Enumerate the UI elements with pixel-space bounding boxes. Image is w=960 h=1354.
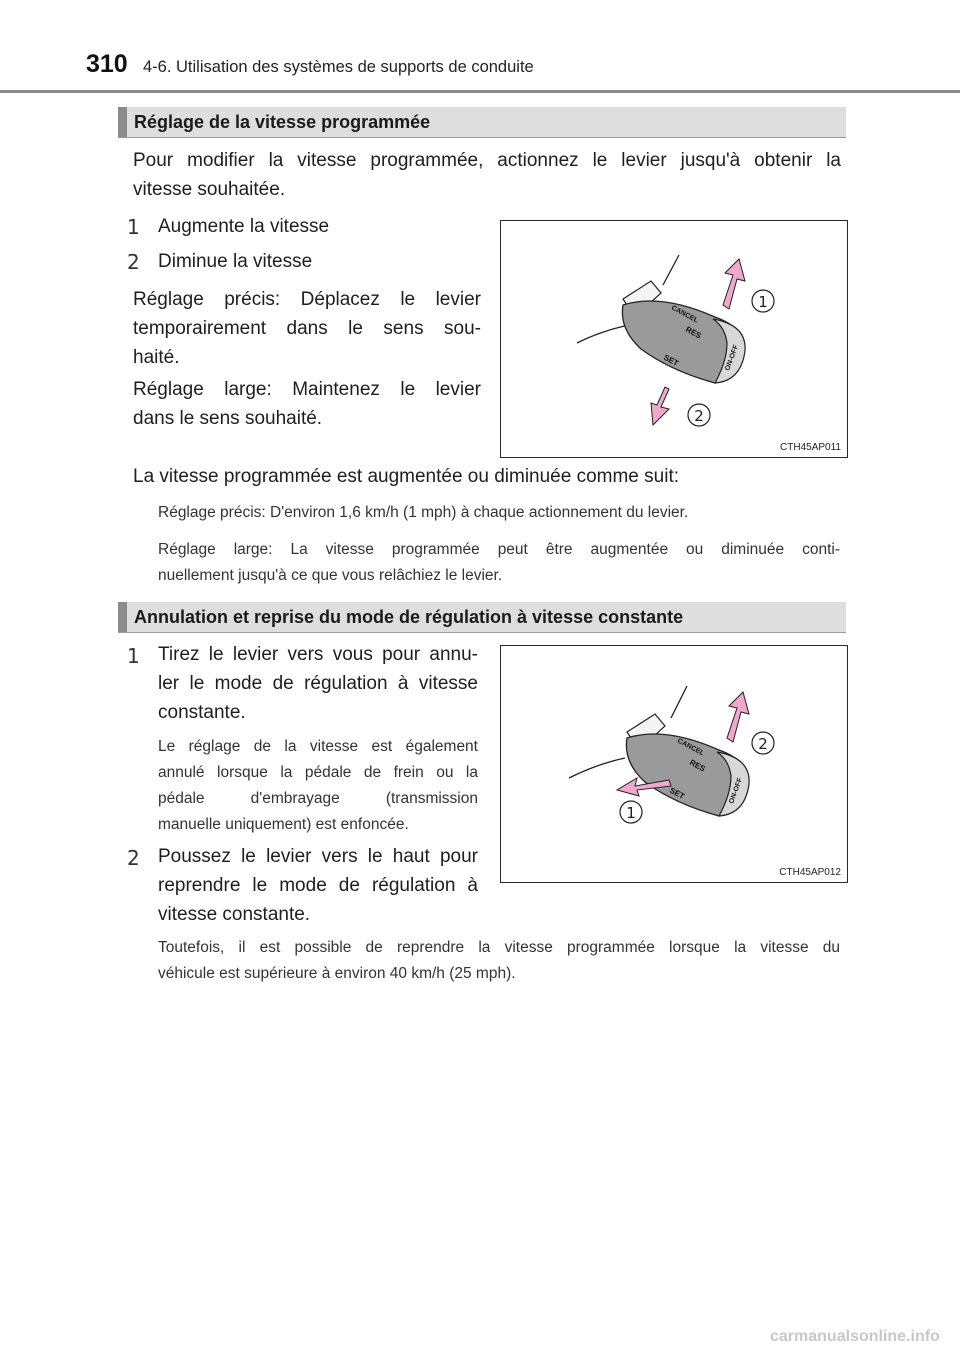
header-divider xyxy=(0,90,960,93)
callout-1: 1 xyxy=(758,293,768,311)
resume-note-line-2: véhicule est supérieure à environ 40 km/h (25 mph). xyxy=(158,965,516,982)
arrow-up-icon xyxy=(727,692,749,742)
cancel-note-line-4: manuelle uniquement) est enfoncée. xyxy=(158,816,409,833)
page-number: 310 xyxy=(86,50,128,78)
note-large-adjust-line-1: Réglage large: La vitesse programmée peut être augmentée ou diminuée conti- xyxy=(158,541,840,558)
cancel-step-line-1: Tirez le levier vers vous pour annu- xyxy=(158,644,478,665)
large-adjust-line-2: dans le sens souhaité. xyxy=(133,408,323,429)
fine-adjust-line-1: Réglage précis: Déplacez le levier xyxy=(133,289,481,310)
lever-res-label: RES xyxy=(688,757,707,774)
lever-illustration xyxy=(501,221,847,457)
step-number-2: 2 xyxy=(127,250,140,274)
intro-line-2: vitesse souhaitée. xyxy=(133,179,286,200)
lever-illustration xyxy=(501,646,847,882)
callout-1: 1 xyxy=(626,804,636,822)
arrow-down-icon xyxy=(651,387,669,425)
resume-step-line-3: vitesse constante. xyxy=(158,904,311,925)
callout-2: 2 xyxy=(758,735,768,753)
resume-step-line-1: Poussez le levier vers le haut pour xyxy=(158,846,478,867)
lever-onoff-label: ON-OFF xyxy=(728,777,745,805)
section-title: Annulation et reprise du mode de régulation à vitesse constante xyxy=(134,607,684,627)
lever-onoff-label: ON-OFF xyxy=(724,344,741,372)
chapter-title: 4-6. Utilisation des systèmes de supports de conduite xyxy=(143,58,534,76)
intro-line-1: Pour modifier la vitesse programmée, actionnez le levier jusqu'à obtenir la xyxy=(133,150,841,171)
fine-adjust-line-2: temporairement dans le sens sou- xyxy=(133,318,481,339)
step-decrease-speed: Diminue la vitesse xyxy=(158,251,313,272)
arrow-up-icon xyxy=(723,259,745,309)
cancel-step-line-2: ler le mode de régulation à vitesse xyxy=(158,673,478,694)
note-large-adjust-line-2: nuellement jusqu'à ce que vous relâchiez le levier. xyxy=(158,567,503,584)
callout-2: 2 xyxy=(694,407,704,425)
section-title: Réglage de la vitesse programmée xyxy=(134,112,431,132)
figure-lever-cancel-resume xyxy=(500,645,848,883)
step-increase-speed: Augmente la vitesse xyxy=(158,216,330,237)
fine-adjust-line-3: haité. xyxy=(133,347,180,368)
lever-cancel-label: CANCEL xyxy=(670,304,700,325)
figure-caption: CTH45AP012 xyxy=(779,867,841,878)
lever-res-label: RES xyxy=(684,324,703,341)
cancel-note-line-3: pédale d'embrayage (transmission xyxy=(158,790,478,807)
step-number-1: 1 xyxy=(127,644,140,668)
cancel-step-line-3: constante. xyxy=(158,702,246,723)
note-fine-adjust: Réglage précis: D'environ 1,6 km/h (1 mph) à chaque actionnement du levier. xyxy=(158,504,689,521)
large-adjust-line-1: Réglage large: Maintenez le levier xyxy=(133,379,481,400)
resume-step-line-2: reprendre le mode de régulation à xyxy=(158,875,478,896)
lever-set-label: SET xyxy=(668,785,687,802)
cancel-note-line-2: annulé lorsque la pédale de frein ou la xyxy=(158,764,478,781)
figure-caption: CTH45AP011 xyxy=(780,442,841,453)
section-heading-cancel-resume xyxy=(118,602,846,633)
step-number-1: 1 xyxy=(127,215,140,239)
cancel-note-line-1: Le réglage de la vitesse est également xyxy=(158,738,478,755)
section-heading-speed-setting xyxy=(118,107,846,138)
watermark-text: carmanualsonline.info xyxy=(770,1328,940,1345)
adjust-result-text: La vitesse programmée est augmentée ou diminuée comme suit: xyxy=(133,466,679,487)
step-number-2: 2 xyxy=(127,846,140,870)
lever-cancel-label: CANCEL xyxy=(676,737,706,758)
lever-set-label: SET xyxy=(662,352,681,369)
resume-note-line-1: Toutefois, il est possible de reprendre la vitesse programmée lorsque la vitesse du xyxy=(158,939,840,956)
watermark xyxy=(770,1324,960,1354)
figure-lever-speed-adjust xyxy=(500,220,848,458)
